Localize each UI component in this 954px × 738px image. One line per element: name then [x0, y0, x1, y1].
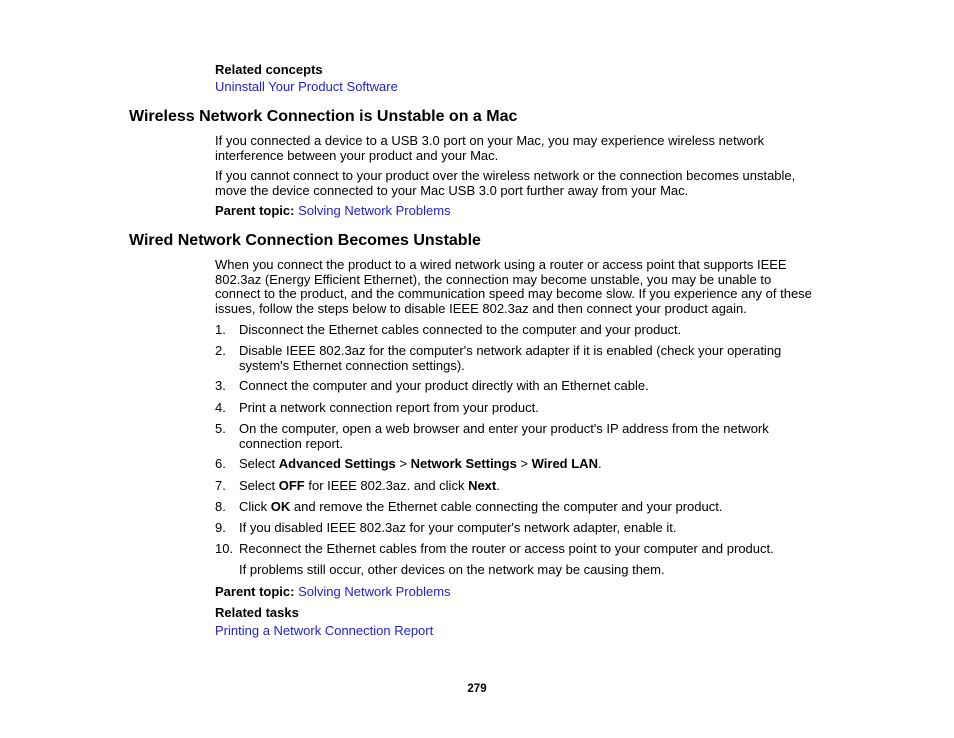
step-8-post: and remove the Ethernet cable connecting the computer and your product. [290, 499, 723, 514]
ok-label: OK [270, 499, 291, 514]
network-settings-label: Network Settings [410, 456, 517, 471]
step-number: 1. [215, 322, 226, 337]
page-number: 279 [467, 683, 487, 695]
wireless-p1-line1: If you connected a device to a USB 3.0 port on your Mac, you may experience wireless network [215, 133, 765, 148]
step-5-text [239, 422, 829, 451]
section-title-wired-unstable: Wired Network Connection Becomes Unstable [129, 232, 481, 249]
wired-intro-paragraph [215, 258, 835, 316]
menu-separator: > [395, 456, 411, 471]
step-4-text: Print a network connection report from your product. [239, 400, 539, 415]
step-5-line1: On the computer, open a web browser and enter your product's IP address from the network [239, 421, 769, 436]
wireless-p2-line1: If you cannot connect to your product over the wireless network or the connection becomes unstable, [215, 168, 796, 183]
printing-network-report-link[interactable]: Printing a Network Connection Report [215, 623, 434, 638]
step-number: 3. [215, 378, 226, 393]
step-6-post: . [597, 456, 602, 471]
wired-intro-line: 802.3az (Energy Efficient Ethernet), the connection may become unstable, you may be unable to [215, 271, 772, 287]
parent-topic-label: Parent topic: [215, 584, 295, 599]
wireless-parent-topic [215, 204, 825, 219]
step-2-text [239, 344, 829, 373]
step-8-text [239, 500, 829, 515]
wireless-paragraph-2 [215, 169, 825, 198]
off-label: OFF [278, 478, 305, 493]
step-7-pre: Select [239, 478, 279, 493]
advanced-settings-label: Advanced Settings [278, 456, 396, 471]
related-tasks-list [215, 624, 825, 639]
related-concepts-heading: Related concepts [215, 62, 323, 77]
problems-note: If problems still occur, other devices on the network may be causing them. [239, 562, 665, 577]
step-5-line2: connection report. [239, 435, 344, 451]
step-7-mid: for IEEE 802.3az. and click [304, 478, 469, 493]
uninstall-software-link[interactable]: Uninstall Your Product Software [215, 79, 398, 94]
step-number: 4. [215, 400, 226, 415]
parent-topic-label: Parent topic: [215, 203, 295, 218]
step-number: 9. [215, 520, 226, 535]
step-6-text [239, 457, 829, 472]
step-number: 7. [215, 478, 226, 493]
section-title-wireless-unstable-mac: Wireless Network Connection is Unstable on a Mac [129, 108, 518, 125]
wireless-p1-line2: interference between your product and your Mac. [215, 147, 499, 163]
step-number: 8. [215, 499, 226, 514]
step-9-text: If you disabled IEEE 802.3az for your computer's network adapter, enable it. [239, 520, 677, 535]
wireless-paragraph-1 [215, 134, 825, 163]
step-number: 2. [215, 343, 226, 358]
solving-network-problems-link[interactable]: Solving Network Problems [298, 584, 451, 599]
wired-parent-topic [215, 585, 825, 600]
step-8-pre: Click [239, 499, 271, 514]
step-2-line2: system's Ethernet connection settings). [239, 357, 465, 373]
wireless-p2-line2: move the device connected to your Mac USB 3.0 port further away from your Mac. [215, 182, 689, 198]
step-1-text: Disconnect the Ethernet cables connected to the computer and your product. [239, 322, 682, 337]
step-7-text [239, 479, 829, 494]
step-10-text: Reconnect the Ethernet cables from the router or access point to your computer and product. [239, 541, 774, 556]
related-tasks-heading: Related tasks [215, 605, 299, 620]
step-number: 10. [215, 541, 234, 556]
step-2-line1: Disable IEEE 802.3az for the computer's network adapter if it is enabled (check your operating [239, 343, 782, 358]
step-number: 6. [215, 456, 226, 471]
solving-network-problems-link[interactable]: Solving Network Problems [298, 203, 451, 218]
step-number: 5. [215, 421, 226, 436]
wired-intro-line: When you connect the product to a wired network using a router or access point that supports IEEE [215, 257, 787, 272]
step-6-pre: Select [239, 456, 279, 471]
wired-intro-line: issues, follow the steps below to disable IEEE 802.3az and then connect your product again. [215, 300, 747, 316]
wired-lan-label: Wired LAN [531, 456, 598, 471]
related-concepts-list [215, 80, 825, 95]
next-label: Next [468, 478, 497, 493]
step-3-text: Connect the computer and your product directly with an Ethernet cable. [239, 378, 649, 393]
menu-separator: > [516, 456, 532, 471]
step-7-post: . [496, 478, 500, 493]
wired-intro-line: connect to the product, and the communication speed may become slow. If you experience any of these [215, 286, 812, 301]
